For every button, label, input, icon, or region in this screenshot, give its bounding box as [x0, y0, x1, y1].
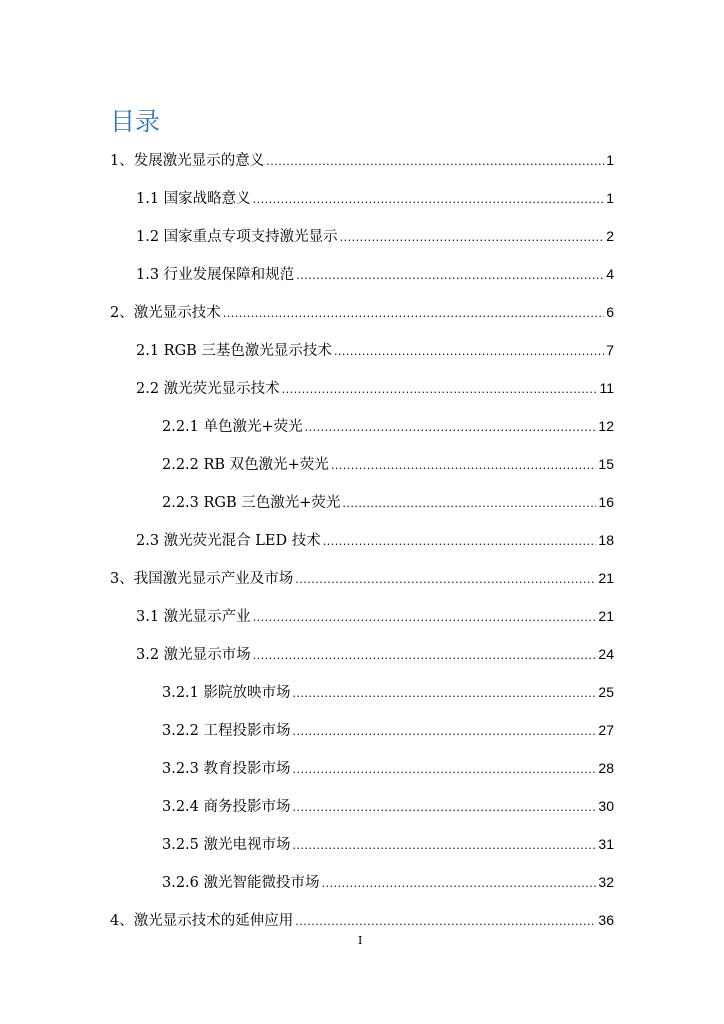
- toc-entry[interactable]: [110, 910, 614, 930]
- toc-entry[interactable]: [110, 302, 614, 322]
- toc-entry-page: 28: [598, 760, 614, 776]
- toc-entry-label: 4、激光显示技术的延伸应用: [110, 913, 294, 929]
- toc-dot-leader: [296, 265, 604, 286]
- toc-title: 目录: [110, 107, 161, 136]
- toc-dot-leader: [323, 531, 597, 552]
- toc-entry-label: 3、我国激光显示产业及市场: [110, 571, 294, 587]
- toc-entry-page: 15: [598, 456, 614, 472]
- toc-entry-page: 1: [606, 152, 614, 168]
- toc-entry-label: 3.2.2 工程投影市场: [162, 723, 291, 739]
- toc-entry[interactable]: [162, 720, 614, 740]
- toc-dot-leader: [266, 151, 604, 172]
- toc-entry-label: 2.1 RGB 三基色激光显示技术: [136, 343, 332, 359]
- toc-entry-label: 2.3 激光荧光混合 LED 技术: [136, 533, 321, 549]
- toc-entry-page: 2: [606, 228, 614, 244]
- toc-dot-leader: [223, 303, 604, 324]
- toc-entry[interactable]: [136, 264, 614, 284]
- toc-entry-page: 25: [598, 684, 614, 700]
- toc-entry-page: 24: [598, 646, 614, 662]
- toc-entry-page: 7: [606, 342, 614, 358]
- toc-entry-page: 18: [598, 532, 614, 548]
- toc-entry-label: 2.2.1 单色激光+荧光: [162, 419, 303, 435]
- toc-dot-leader: [293, 835, 597, 856]
- toc-entry[interactable]: [162, 872, 614, 892]
- toc-dot-leader: [293, 797, 597, 818]
- toc-entry-page: 12: [598, 418, 614, 434]
- toc-entry-page: 27: [598, 722, 614, 738]
- page-number-footer: I: [358, 934, 363, 947]
- toc-entry-page: 16: [598, 494, 614, 510]
- toc-entry-page: 1: [606, 190, 614, 206]
- toc-entry-label: 3.2 激光显示市场: [136, 647, 251, 663]
- toc-entry[interactable]: [110, 150, 614, 170]
- toc-entry[interactable]: [162, 416, 614, 436]
- toc-entry[interactable]: [136, 226, 614, 246]
- toc-entry[interactable]: [162, 758, 614, 778]
- toc-entry[interactable]: [110, 568, 614, 588]
- toc-entry[interactable]: [162, 492, 614, 512]
- toc-entry-label: 1、发展激光显示的意义: [110, 153, 265, 169]
- toc-entry[interactable]: [162, 682, 614, 702]
- toc-entry-label: 1.1 国家战略意义: [136, 191, 251, 207]
- toc-dot-leader: [293, 721, 597, 742]
- toc-entry-page: 32: [598, 874, 614, 890]
- toc-dot-leader: [282, 379, 598, 400]
- toc-entry[interactable]: [136, 644, 614, 664]
- toc-entry-page: 36: [598, 912, 614, 928]
- toc-entry-label: 3.2.6 激光智能微投市场: [162, 875, 320, 891]
- toc-entry-page: 21: [598, 570, 614, 586]
- toc-entry-label: 2、激光显示技术: [110, 305, 221, 321]
- toc-dot-leader: [295, 569, 596, 590]
- toc-entry-page: 4: [606, 266, 614, 282]
- toc-entry-label: 1.3 行业发展保障和规范: [136, 267, 295, 283]
- toc-entry-label: 3.1 激光显示产业: [136, 609, 251, 625]
- toc-entry-label: 3.2.3 教育投影市场: [162, 761, 291, 777]
- toc-dot-leader: [305, 417, 597, 438]
- toc-dot-leader: [331, 455, 597, 476]
- toc-dot-leader: [342, 493, 596, 514]
- toc-entry-label: 2.2 激光荧光显示技术: [136, 381, 280, 397]
- toc-entry-page: 21: [598, 608, 614, 624]
- toc-entry-page: 31: [598, 836, 614, 852]
- toc-entry-page: 6: [606, 304, 614, 320]
- toc-dot-leader: [322, 873, 597, 894]
- toc-entry[interactable]: [162, 834, 614, 854]
- toc-dot-leader: [253, 607, 597, 628]
- toc-entry-page: 30: [598, 798, 614, 814]
- toc-entry[interactable]: [136, 378, 614, 398]
- toc-dot-leader: [293, 683, 597, 704]
- toc-dot-leader: [253, 645, 597, 666]
- toc-dot-leader: [293, 759, 597, 780]
- toc-entry[interactable]: [136, 188, 614, 208]
- toc-entry-label: 3.2.1 影院放映市场: [162, 685, 291, 701]
- toc-entry[interactable]: [136, 606, 614, 626]
- toc-entry[interactable]: [136, 340, 614, 360]
- toc-dot-leader: [295, 911, 596, 932]
- toc-entry[interactable]: [162, 796, 614, 816]
- toc-dot-leader: [253, 189, 605, 210]
- toc-entry-label: 3.2.5 激光电视市场: [162, 837, 291, 853]
- toc-entry[interactable]: [162, 454, 614, 474]
- toc-entry-label: 3.2.4 商务投影市场: [162, 799, 291, 815]
- toc-dot-leader: [340, 227, 605, 248]
- toc-entry-page: 11: [599, 380, 614, 396]
- toc-dot-leader: [334, 341, 604, 362]
- toc-entry[interactable]: [136, 530, 614, 550]
- toc-entry-label: 1.2 国家重点专项支持激光显示: [136, 229, 338, 245]
- toc-entry-label: 2.2.2 RB 双色激光+荧光: [162, 457, 329, 473]
- toc-entry-label: 2.2.3 RGB 三色激光+荧光: [162, 495, 341, 511]
